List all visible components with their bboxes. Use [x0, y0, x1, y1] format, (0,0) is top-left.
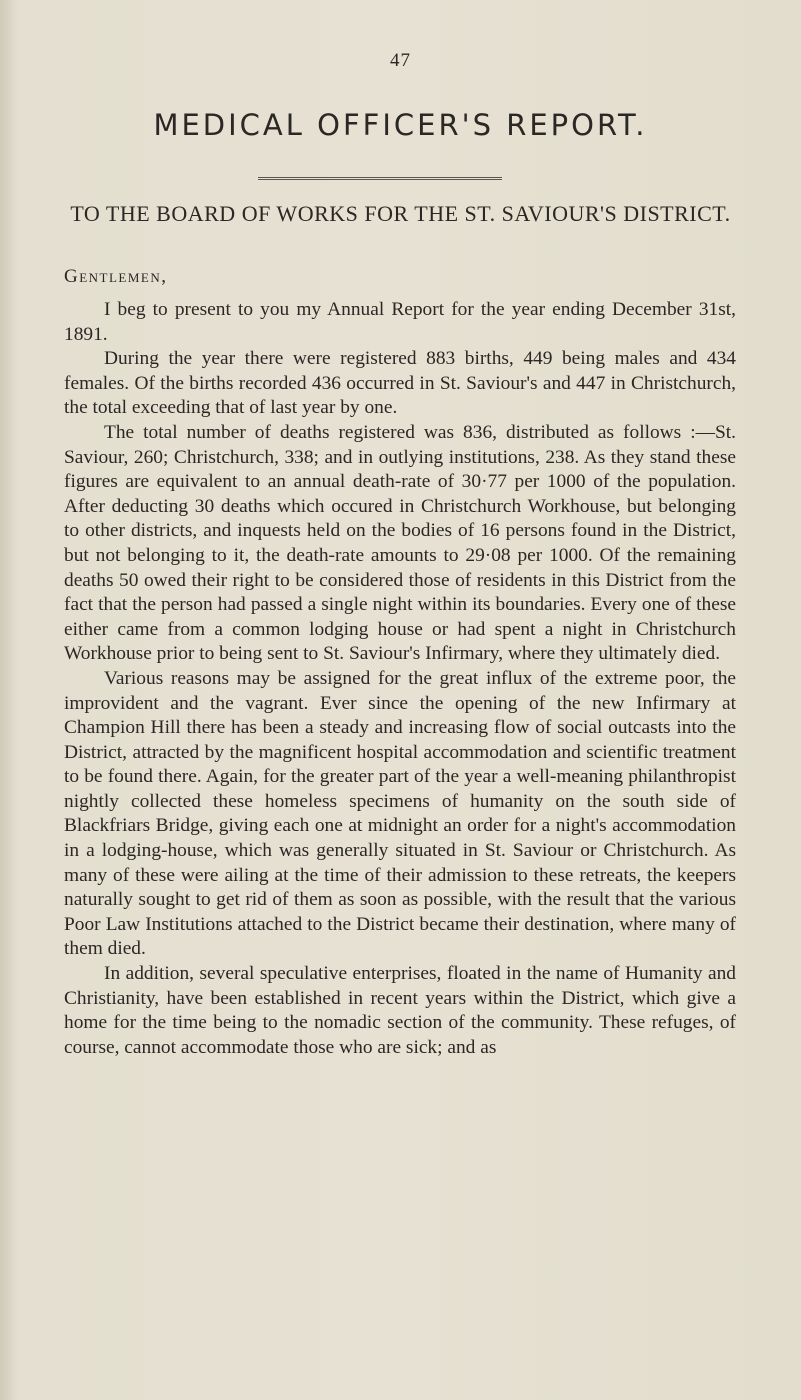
- report-title: MEDICAL OFFICER'S REPORT.: [153, 108, 648, 142]
- report-body: [64, 298, 736, 1060]
- salutation: Gentlemen,: [64, 266, 168, 287]
- report-address: TO THE BOARD OF WORKS FOR THE ST. SAVIOUR'S DISTRICT.: [70, 201, 731, 226]
- paragraph-refuges: In addition, several speculative enterprises, floated in the name of Humanity and Christianity, have been established in recent years within the District, which give a home for the time being to the nomadic section of the community. These refuges, of course, cannot accommodate those who are sick; and as: [64, 963, 736, 1058]
- title-divider: [258, 177, 502, 180]
- page-number: 47: [390, 50, 411, 71]
- paragraph-births: During the year there were registered 883 births, 449 being males and 434 females. Of the births recorded 436 occurred in St. Saviour's and 447 in Christchurch, the total exceeding that of last year by one.: [64, 348, 736, 419]
- paragraph-intro: I beg to present to you my Annual Report for the year ending December 31st, 1891.: [64, 299, 736, 345]
- paragraph-deaths: The total number of deaths registered was 836, distributed as follows :—St. Saviour, 260; Christchurch, 338; and in outlying institutions, 238. As they stand these figures are equivalent to an annual death-rate of 30·77 per 1000 of the population. After deducting 30 deaths which occured in Christchurch Workhouse, but belonging to other districts, and inquests held on the bodies of 16 persons found in the District, but not belonging to it, the death-rate amounts to 29·08 per 1000. Of the remaining deaths 50 owed their right to be considered those of residents in this District from the fact that the person had passed a single night within its boundaries. Every one of these either came from a common lodging house or had spent a night in Christchurch Workhouse prior to being sent to St. Saviour's Infirmary, where they ultimately died.: [64, 421, 736, 665]
- paragraph-influx: Various reasons may be assigned for the great influx of the extreme poor, the improvident and the vagrant. Ever since the opening of the new Infirmary at Champion Hill there has been a steady and increasing flow of social outcasts into the District, attracted by the magnificent hospital accommodation and scientific treatment to be found there. Again, for the greater part of the year a well-meaning philanthropist nightly collected these homeless specimens of humanity on the south side of Blackfriars Bridge, giving each one at midnight an order for a night's accommodation in a lodging-house, which was generally situated in St. Saviour or Christchurch. As many of these were ailing at the time of their admission to these retreats, the keepers naturally sought to get rid of them as soon as possible, with the result that the various Poor Law Institutions attached to the District became their destination, where many of them died.: [64, 667, 736, 960]
